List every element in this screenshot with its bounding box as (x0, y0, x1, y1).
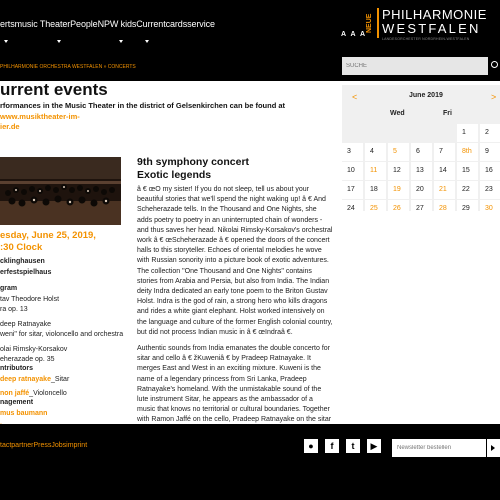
calendar-day-cell: 20 (411, 181, 432, 199)
calendar-day-cell: 6 (411, 143, 432, 161)
calendar-empty-cell (342, 124, 363, 142)
calendar-week-row (342, 200, 500, 219)
calendar-day-cell: 22 (457, 181, 478, 199)
musiktheater-link-cont[interactable]: ier.de (0, 122, 20, 131)
calendar-empty-cell (365, 124, 386, 142)
chevron-down-icon[interactable] (119, 40, 123, 43)
calendar-day-cell: 3 (342, 143, 363, 161)
calendar-day-cell[interactable]: 25 (365, 200, 386, 218)
event-calendar (342, 85, 500, 211)
footer-links[interactable]: tactpartnerPressJobsimprint (0, 442, 88, 449)
calendar-week-row (342, 162, 500, 181)
contributor-link[interactable]: non jaffé (0, 390, 30, 397)
chevron-down-icon[interactable] (4, 40, 8, 43)
event-contributors (0, 364, 69, 400)
search-button[interactable] (488, 57, 500, 75)
calendar-day-cell: 27 (411, 200, 432, 218)
page-title: urrent events (0, 80, 108, 99)
footer-bar (0, 424, 500, 500)
calendar-day-cell: 9 (480, 143, 500, 161)
calendar-day-cell: 4 (365, 143, 386, 161)
article-title-line1: 9th symphony concert (137, 156, 250, 168)
calendar-empty-cell (411, 124, 432, 142)
article-paragraph: â € œO my sister! If you do not sleep, tell us about your beautiful stories that we'll spend the night waking up! â € And Scheherazade tells. In the Thousand and One Nights, she adds poetry to poetry in an uninterrupted chain of wonders - and thus saves her head. Nikolai Rimsky-Korsakov's orchestral work â € œScheherazade â € opened the doors of the concert halls to this storyteller. Echoes of oriental melodies he wove with Russian sonority into a picture book of exotic adventures. The collection "One Thousand and One Nights" contains stories from Arabia and Persia, but also from India. The Indian deity Indra dedicated an early tone poem to the Briton Gustav Holst. Indra is the god of rain, a strong hero who kills dragons and rides a white giant elephant. Holst worked intensively on the language and culture of the former English colonial country, but did not process Indian music in â € œIndraâ €. (137, 186, 333, 336)
search-icon (491, 61, 498, 68)
logo-philharmonie[interactable]: PHILHARMONIE (382, 7, 487, 22)
program-item: deep Ratnayake (0, 320, 51, 328)
chevron-down-icon[interactable] (57, 40, 61, 43)
calendar-day-header: Fri (443, 110, 452, 117)
calendar-empty-cell (434, 124, 455, 142)
twitter-icon[interactable]: t (346, 439, 360, 453)
logo-westfalen[interactable]: WESTFALEN (382, 21, 481, 36)
logo-neue-text: NEUE (366, 13, 373, 33)
event-date (0, 230, 96, 254)
event-program (0, 284, 123, 366)
program-item: olai Rimsky-Korsakov (0, 345, 68, 353)
calendar-day-cell: 16 (480, 162, 500, 180)
calendar-grid (342, 124, 500, 219)
font-size-toggle[interactable]: A A A (341, 31, 367, 38)
calendar-prev-button[interactable]: < (352, 92, 358, 102)
calendar-day-cell[interactable]: 5 (388, 143, 409, 161)
newsletter-submit-button[interactable] (487, 439, 500, 457)
event-venue (0, 257, 51, 278)
calendar-day-cell: 14 (434, 162, 455, 180)
program-item: weni" for sitar, violoncello and orchestra (0, 331, 124, 338)
program-item: tav Theodore Holst (0, 295, 60, 303)
breadcrumb[interactable]: PHILHARMONIE ORCHESTRA WESTFALEN » CONCERTS (0, 64, 136, 70)
calendar-day-cell[interactable]: 11 (365, 162, 386, 180)
logo-subtitle: LANDESORCHESTER NORDRHEIN-WESTFALEN (382, 37, 470, 41)
chevron-down-icon[interactable] (145, 40, 149, 43)
calendar-day-cell[interactable]: 28 (434, 200, 455, 218)
venue-hall: erfestspielhaus (0, 268, 52, 276)
contributors-heading: ntributors (0, 365, 34, 372)
calendar-week-row (342, 143, 500, 162)
article-body (137, 185, 333, 442)
calendar-day-cell[interactable]: 8th (457, 143, 478, 161)
calendar-day-cell: 17 (342, 181, 363, 199)
venue-city: cklinghausen (0, 258, 45, 265)
calendar-empty-cell (388, 124, 409, 142)
calendar-day-cell[interactable]: 30 (480, 200, 500, 218)
calendar-day-cell: 18 (365, 181, 386, 199)
intro-text (0, 101, 335, 133)
search-input[interactable] (346, 57, 486, 75)
musiktheater-link[interactable]: www.musiktheater-im- (0, 111, 80, 121)
calendar-day-cell[interactable]: 21 (434, 181, 455, 199)
program-heading: gram (0, 285, 18, 292)
contributor-link[interactable]: deep ratnayake (0, 375, 51, 383)
article-paragraph: Authentic sounds from India emanates the double concerto for sitar and cello â € žKuweniâ € by Pradeep Ratnayake. It merges East and West in an exciting mixture. Kuweni is the name of a legendary princess from Sri Lanka, Pradeep Ratnayake's homeland. With the unmistakable sound of the lute instrument Sitar, he appears as the ambassador of a music that knows no territorial or cultural boundaries. Together with Ramon Jaffé on the cello, Pradeep Ratnayake on the sitar (137, 345, 332, 424)
calendar-day-cell: 23 (480, 181, 500, 199)
management-heading: nagement (0, 399, 34, 406)
management-link[interactable]: mus baumann (0, 409, 48, 417)
article-title (137, 156, 249, 182)
intro-text-body: rformances in the Music Theater in the district of Gelsenkirchen can be found at (0, 101, 286, 110)
calendar-week-row (342, 124, 500, 143)
article-title-line2: Exotic legends (137, 169, 212, 181)
search-box (342, 57, 488, 75)
program-item: ra op. 13 (0, 306, 28, 313)
contributor-role: _Violoncello (29, 390, 67, 397)
logo-divider (377, 8, 379, 38)
calendar-day-cell: 10 (342, 162, 363, 180)
contributor-role: _Sitar (50, 375, 70, 383)
calendar-day-cell: 2 (480, 124, 500, 142)
calendar-day-cell: 12 (388, 162, 409, 180)
event-management (0, 398, 47, 419)
facebook-icon[interactable]: f (325, 439, 339, 453)
arrow-right-icon (491, 445, 495, 451)
calendar-day-cell: 7 (434, 143, 455, 161)
calendar-week-row (342, 181, 500, 200)
event-date-line2: :30 Clock (0, 242, 43, 253)
calendar-day-cell: 13 (411, 162, 432, 180)
calendar-month-title: June 2019 (409, 92, 443, 99)
youtube-icon[interactable]: ▶ (367, 439, 381, 453)
calendar-next-button[interactable]: > (491, 92, 497, 102)
calendar-day-cell[interactable]: 19 (388, 181, 409, 199)
calendar-day-cell[interactable]: 26 (388, 200, 409, 218)
newsletter-input[interactable] (392, 439, 486, 457)
calendar-day-cell: 29 (457, 200, 478, 218)
calendar-day-cell: 1 (457, 124, 478, 142)
calendar-day-cell: 24 (342, 200, 363, 218)
calendar-day-cell: 15 (457, 162, 478, 180)
event-date-line1: esday, June 25, 2019, (0, 230, 96, 241)
main-navigation[interactable]: ertsmusic TheaterPeopleNPW kidsCurrentcardsservice (0, 19, 215, 29)
rss-icon[interactable]: ● (304, 439, 318, 453)
calendar-day-header: Wed (390, 110, 405, 117)
concert-photo (0, 157, 121, 225)
program-item: eherazade op. 35 (0, 356, 55, 363)
